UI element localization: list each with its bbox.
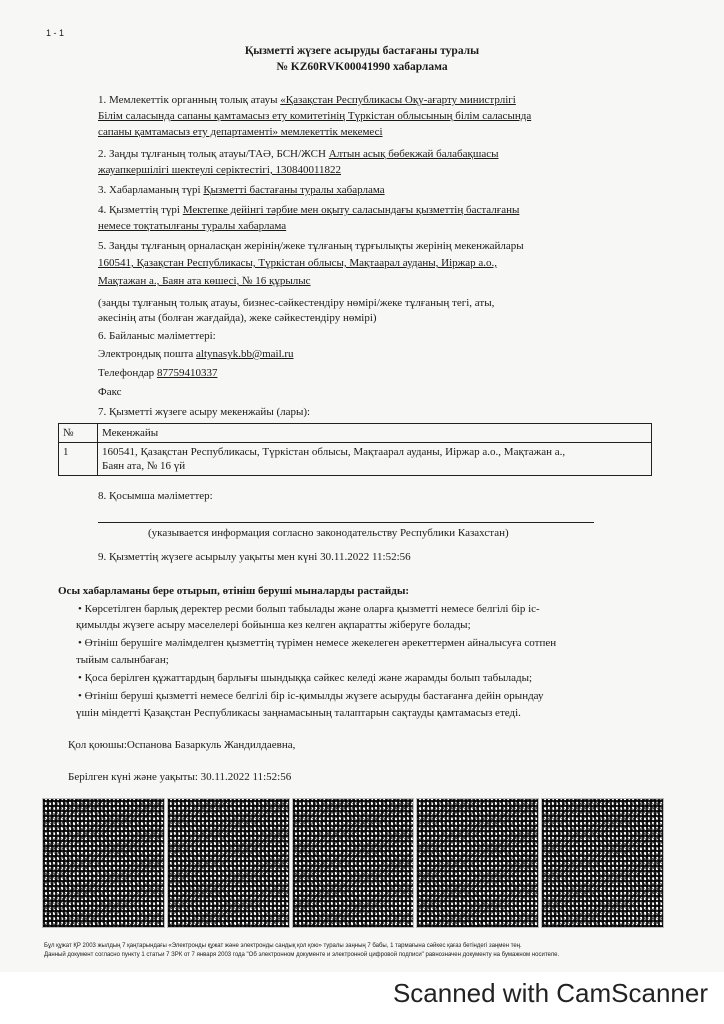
item-5-address-line-1: 160541, Қазақстан Республикасы, Түркістан облысы, Мақтаарал ауданы, Иіржар а.о.,	[98, 257, 498, 269]
confirm-bullet-2a: • Өтініш берушіге мәлімделген қызметтің түрімен немесе жекелеген әрекеттермен айналысуға сотпен	[78, 637, 557, 649]
qr-code-5	[541, 798, 664, 928]
page-number: 1 - 1	[46, 28, 65, 38]
phone-row: Телефондар 87759410337	[98, 367, 218, 379]
item-1-line-3: сапаны қамтамасыз ету департаменті» мемлекеттік мекемесі	[98, 126, 383, 138]
document-title: Қызметті жүзеге асыруды бастағаны туралы	[244, 45, 480, 57]
legal-note-line-1: (заңды тұлғаның толық атауы, бизнес-сәйкестендіру нөмірі/жеке тұлғаның тегі, аты,	[98, 297, 495, 309]
confirm-bullet-1a: • Көрсетілген барлық деректер ресми болып табылады және оларға қызметті немесе белгілі бір іс-	[78, 603, 540, 615]
address-table	[58, 423, 652, 476]
item-5-label: 5. Заңды тұлғаның орналасқан жерінің/жеке тұлғаның тұрғылықты жерінің мекенжайлары	[98, 240, 524, 252]
confirm-bullet-4b: үшін міндетті Қазақстан Республикасы заңнамасының талаптарын сақтауды қамтамасыз етеді.	[76, 707, 521, 719]
fax-label: Факс	[98, 386, 122, 398]
qr-code-4	[416, 798, 539, 928]
phone-value: 87759410337	[156, 367, 218, 379]
additional-info-line	[98, 522, 594, 523]
confirm-heading: Осы хабарламаны бере отырып, өтініш беруші мыналарды растайды:	[58, 585, 410, 597]
item-4-line-1: 4. Қызметтің түрі Мектепке дейінгі тәрбие мен оқыту саласындағы қызметтің басталғаны	[98, 204, 520, 216]
email-link[interactable]: altynasyk.bb@mail.ru	[196, 348, 294, 360]
table-header-number: №	[59, 424, 98, 443]
table-cell-number: 1	[59, 443, 98, 476]
qr-code-1	[42, 798, 165, 928]
item-7-label: 7. Қызметті жүзеге асыру мекенжайы (лары):	[98, 406, 311, 418]
item-1-line-1: 1. Мемлекеттік органның толық атауы «Қазақстан Республикасы Оқу-ағарту министрлігі	[98, 94, 516, 106]
signer-name: Қол қоюшы:Оспанова Базаркуль Жандилдаевна,	[68, 739, 296, 751]
email-row: Электрондық пошта altynasyk.bb@mail.ru	[98, 348, 294, 360]
qr-code-2	[167, 798, 290, 928]
camscanner-watermark: Scanned with CamScanner	[392, 978, 708, 1008]
item-1-line-2: Білім саласында сапаны қамтамасыз ету комитетінің Түркістан облысының білім саласында	[98, 110, 532, 122]
item-9: 9. Қызметтің жүзеге асырылу уақыты мен күні 30.11.2022 11:52:56	[98, 551, 411, 563]
item-6-label: 6. Байланыс мәліметтері:	[98, 330, 216, 342]
item-3: 3. Хабарламаның түрі Қызметті бастағаны туралы хабарлама	[98, 184, 385, 196]
confirm-bullet-2b: тыйым салынбаған;	[76, 654, 169, 666]
confirm-bullet-3: • Қоса берілген құжаттардың барлығы шындыққа сәйкес келеді және жарамды болып табылады;	[78, 672, 533, 684]
qr-code-3	[292, 798, 415, 928]
qr-code-strip	[42, 798, 664, 926]
legal-note-line-2: әкесінің аты (болған жағдайда), жеке сәйкестендіру нөмірі)	[98, 312, 377, 324]
table-header-row	[59, 424, 652, 443]
item-5-address-line-2: Мақтажан а., Баян ата көшесі, № 16 құрылыс	[98, 275, 311, 287]
item-8-label: 8. Қосымша мәліметтер:	[98, 490, 213, 502]
confirm-bullet-4a: • Өтініш беруші қызметті немесе белгілі бір іс-қимылды жүзеге асыруды бастағанға дейін орындау	[78, 690, 544, 702]
item-2-line-1: 2. Заңды тұлғаның толық атауы/ТАӘ, БСН/ЖСН Алтын асық бөбекжай балабақшасы	[98, 148, 499, 160]
legal-footer-kk: Бұл құжат ҚР 2003 жылдың 7 қаңтарындағы «Электронды құжат және электронды сандық қол қою» туралы заңның 7 бабы, 1 тармағына сәйкес қағаз бетіндегі заңмен тең.	[44, 943, 522, 949]
item-2-line-2: жауапкершілігі шектеулі серіктестігі, 130840011822	[98, 164, 342, 176]
table-cell-address: 160541, Қазақстан Республикасы, Түркістан облысы, Мақтаарал ауданы, Иіржар а.о., Мақтажан а., Баян ата, № 16 үй	[98, 443, 652, 476]
item-4-line-2: немесе тоқтатылғаны туралы хабарлама	[98, 220, 287, 232]
confirm-bullet-1b: қимылды жүзеге асыру мәселелері бойынша кез келген ақпаратты жіберуге болады;	[76, 619, 471, 631]
table-row	[59, 443, 652, 476]
issued-datetime: Берілген күні және уақыты: 30.11.2022 11:52:56	[68, 771, 292, 783]
table-header-address: Мекенжайы	[98, 424, 652, 443]
legal-footer-ru: Данный документ согласно пункту 1 статьи 7 ЗРК от 7 января 2003 года "Об электронном документе и электронной цифровой подписи" равнозначен документу на бумажном носителе.	[44, 952, 560, 958]
item-8-note: (указывается информация согласно законодательству Республики Казахстан)	[148, 527, 509, 539]
notification-number: № KZ60RVK00041990 хабарлама	[276, 61, 448, 73]
